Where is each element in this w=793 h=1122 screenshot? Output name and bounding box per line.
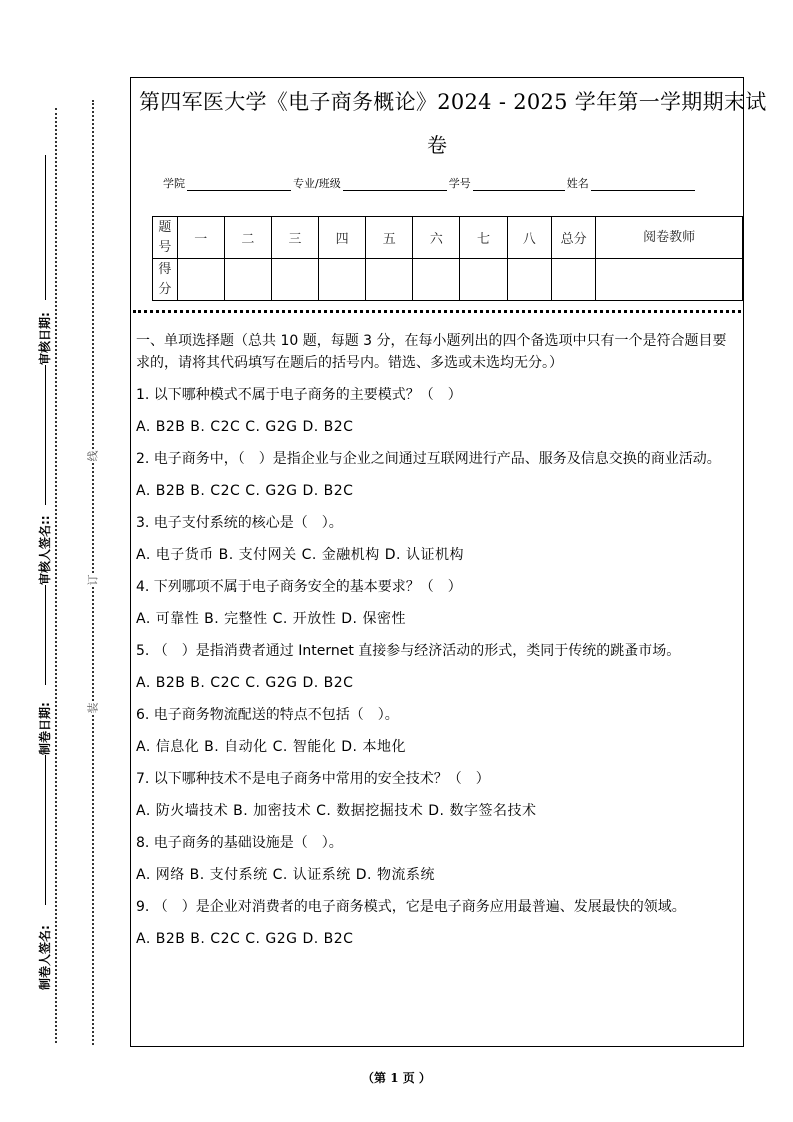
- college-label: 学院: [163, 177, 185, 190]
- question-3: 3. 电子支付系统的核心是（ ）。: [136, 515, 343, 531]
- score-cell-grader[interactable]: [596, 259, 743, 301]
- col-8: 八: [507, 217, 551, 259]
- score-table-score-row: [153, 259, 743, 301]
- score-cell[interactable]: [507, 259, 551, 301]
- question-5-options: A. B2B B. C2C C. G2G D. B2C: [136, 675, 354, 691]
- page-number: （第 1 页 ）: [362, 1071, 431, 1085]
- question-number-label: 题号: [153, 217, 178, 259]
- major-class-label: 专业/班级: [293, 177, 341, 190]
- bind-mark-bind: 装: [86, 702, 100, 714]
- col-1: 一: [177, 217, 224, 259]
- student-id-field[interactable]: [473, 178, 565, 191]
- exam-content: [136, 330, 737, 960]
- exam-date-line: [45, 585, 46, 685]
- question-7: 7. 以下哪种技术不是电子商务中常用的安全技术？（ ）: [136, 771, 490, 787]
- review-date-line: [45, 155, 46, 300]
- score-cell[interactable]: [319, 259, 366, 301]
- score-cell[interactable]: [177, 259, 224, 301]
- col-7: 七: [460, 217, 507, 259]
- question-8: 8. 电子商务的基础设施是（ ）。: [136, 835, 343, 851]
- score-table-header-row: [153, 217, 743, 259]
- name-field[interactable]: [591, 178, 695, 191]
- question-4: 4. 下列哪项不属于电子商务安全的基本要求？（ ）: [136, 579, 462, 595]
- question-9: 9. （ ）是企业对消费者的电子商务模式，它是电子商务应用最普遍、发展最快的领域。: [136, 899, 686, 915]
- col-total: 总分: [551, 217, 595, 259]
- college-field[interactable]: [187, 178, 291, 191]
- exam-page-frame: [130, 77, 767, 1047]
- inner-dotted-line: [55, 108, 57, 1043]
- reviewer-signature-label: 审核人签名::: [38, 515, 52, 585]
- question-6: 6. 电子商务物流配送的特点不包括（ ）。: [136, 707, 399, 723]
- review-date-label: 审核日期:: [38, 312, 52, 365]
- score-cell-total[interactable]: [551, 259, 595, 301]
- score-cell[interactable]: [460, 259, 507, 301]
- col-grader: 阅卷教师: [596, 217, 743, 259]
- col-3: 三: [271, 217, 318, 259]
- score-cell[interactable]: [224, 259, 271, 301]
- maker-signature-line: [45, 755, 46, 905]
- question-5: 5. （ ）是指消费者通过 Internet 直接参与经济活动的形式，类同于传统的跳蚤市场。: [136, 643, 681, 659]
- maker-signature-label: 制卷人签名:: [38, 925, 52, 990]
- score-cell[interactable]: [413, 259, 460, 301]
- question-4-options: A. 可靠性 B. 完整性 C. 开放性 D. 保密性: [136, 611, 406, 627]
- col-5: 五: [366, 217, 413, 259]
- question-6-options: A. 信息化 B. 自动化 C. 智能化 D. 本地化: [136, 739, 406, 755]
- score-table: [152, 216, 743, 301]
- question-3-options: A. 电子货币 B. 支付网关 C. 金融机构 D. 认证机构: [136, 547, 464, 563]
- question-2-options: A. B2B B. C2C C. G2G D. B2C: [136, 483, 354, 499]
- reviewer-signature-line: [45, 365, 46, 505]
- student-info-row: [163, 175, 697, 191]
- col-2: 二: [224, 217, 271, 259]
- question-9-options: A. B2B B. C2C C. G2G D. B2C: [136, 931, 354, 947]
- dotted-separator: [133, 310, 741, 313]
- score-label: 得分: [153, 259, 178, 301]
- question-1-options: A. B2B B. C2C C. G2G D. B2C: [136, 419, 354, 435]
- bind-mark-line: 线: [86, 450, 100, 462]
- question-1: 1. 以下哪种模式不属于电子商务的主要模式？（ ）: [136, 387, 462, 403]
- col-4: 四: [319, 217, 366, 259]
- score-cell[interactable]: [271, 259, 318, 301]
- major-class-field[interactable]: [343, 178, 447, 191]
- name-label: 姓名: [566, 177, 589, 190]
- question-7-options: A. 防火墙技术 B. 加密技术 C. 数据挖掘技术 D. 数字签名技术: [136, 803, 537, 819]
- exam-title-continued: 卷: [427, 133, 447, 157]
- exam-date-label: 制卷日期:: [38, 702, 52, 755]
- score-cell[interactable]: [366, 259, 413, 301]
- question-2: 2. 电子商务中，（ ）是指企业与企业之间通过互联网进行产品、服务及信息交换的商业活动。: [136, 451, 721, 467]
- question-8-options: A. 网络 B. 支付系统 C. 认证系统 D. 物流系统: [136, 867, 435, 883]
- col-6: 六: [413, 217, 460, 259]
- section-1-instructions: 一、单项选择题（总共 10 题，每题 3 分，在每小题列出的四个备选项中只有一个是符合题目要求的，请将其代码填写在题后的括号内。错选、多选或未选均无分。）: [136, 333, 727, 371]
- bind-mark-staple: 订: [86, 574, 100, 586]
- student-id-label: 学号: [448, 177, 471, 190]
- exam-title: 第四军医大学《电子商务概论》2024 - 2025 学年第一学期期末试: [139, 90, 767, 114]
- outer-dotted-line: [92, 100, 94, 1045]
